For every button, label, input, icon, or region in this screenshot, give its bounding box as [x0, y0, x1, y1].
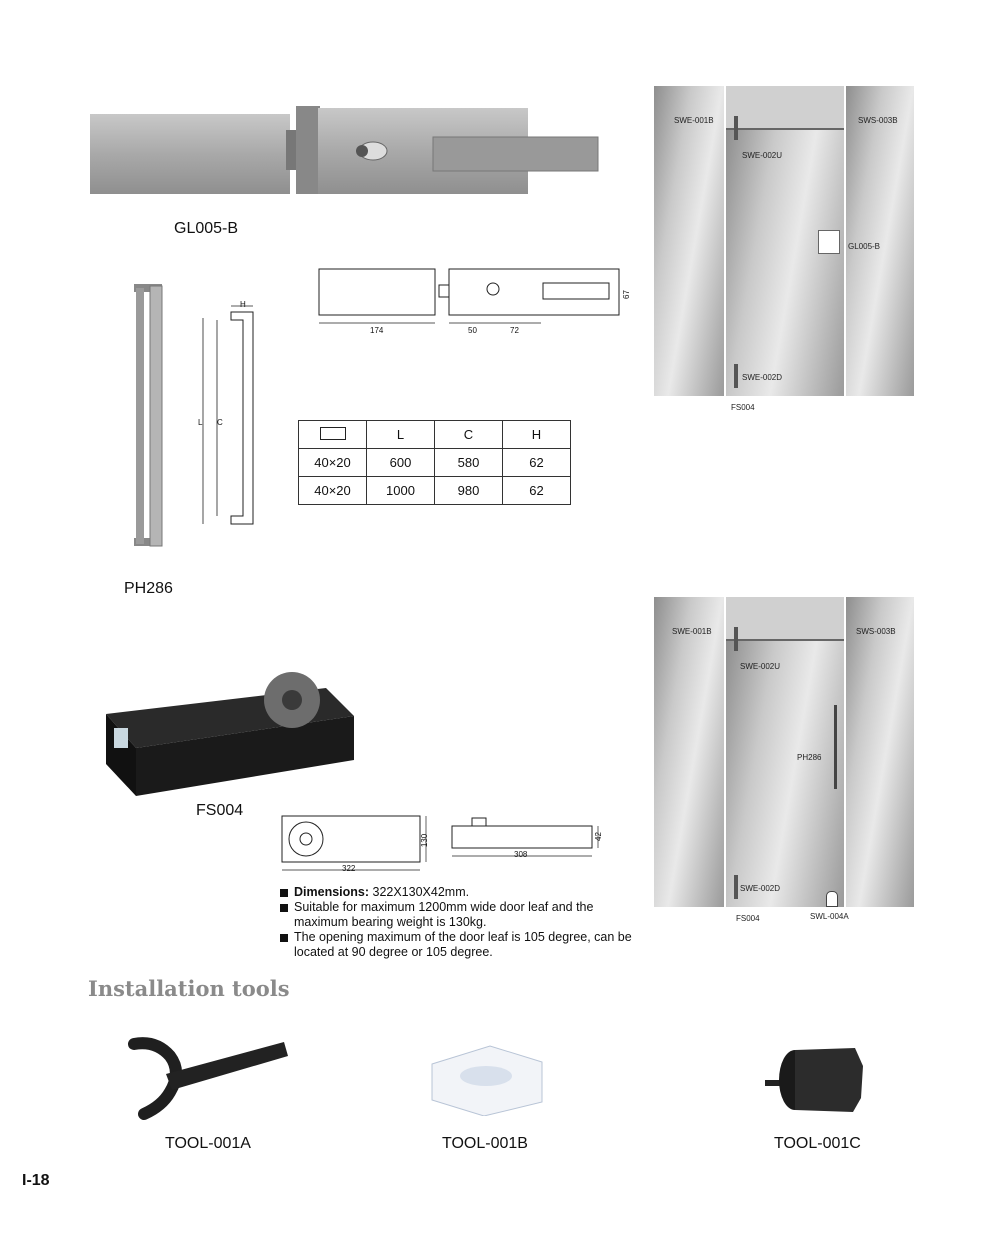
- table-header-row: [299, 421, 571, 449]
- plastic-block-photo: [430, 1044, 545, 1116]
- fs-dim-width: 130: [420, 833, 430, 848]
- label-swe001b: SWE-001B: [672, 627, 712, 636]
- label-gl005b: GL005-B: [848, 242, 881, 251]
- floor-spring-caption: FS004: [196, 802, 244, 819]
- door-diagram-1: [654, 86, 914, 396]
- fs-dim-length: 322: [342, 864, 356, 873]
- tool-caption-a: TOOL-001A: [165, 1135, 251, 1152]
- table-cell: 40×20: [299, 477, 367, 505]
- lock-dim-width: 174: [370, 326, 384, 335]
- label-swe002d: SWE-002D: [742, 373, 783, 382]
- table-row: [299, 449, 571, 477]
- glass-lock-photo: [90, 100, 610, 200]
- bullet-capacity: Suitable for maximum 1200mm wide door leaf and the maximum bearing weight is 130kg.: [280, 900, 640, 930]
- label-sws003b: SWS-003B: [856, 627, 896, 636]
- label-swe001b: SWE-001B: [674, 116, 714, 125]
- floor-spring-drawing: [280, 812, 620, 882]
- lock-dim-d1: 50: [468, 326, 477, 335]
- table-row: [299, 477, 571, 505]
- table-cell: 600: [367, 449, 435, 477]
- profile-icon: [299, 421, 367, 449]
- bullet-dimensions: [280, 885, 640, 900]
- fs-dim-side-length: 308: [514, 850, 528, 859]
- table-cell: 40×20: [299, 449, 367, 477]
- label-swe002d: SWE-002D: [740, 884, 781, 893]
- handle-dim-l: L: [198, 418, 203, 427]
- fs-dim-height: 42: [593, 832, 603, 841]
- table-header: C: [435, 421, 503, 449]
- handle-caption: PH286: [124, 580, 173, 597]
- label-fs004: FS004: [736, 914, 760, 923]
- pull-handle-photo: [130, 282, 166, 550]
- lock-caption: GL005-B: [174, 220, 239, 237]
- label-fs004: FS004: [731, 403, 755, 412]
- lock-dim-d2: 72: [510, 326, 519, 335]
- bullet-opening: The opening maximum of the door leaf is 105 degree, can be located at 90 degree or 105 degree.: [280, 930, 640, 960]
- label-sws003b: SWS-003B: [858, 116, 898, 125]
- handle-dim-h: H: [240, 300, 246, 309]
- table-header: H: [503, 421, 571, 449]
- handle-spec-table: [298, 420, 571, 505]
- lock-dim-height: 67: [621, 290, 631, 299]
- door-diagram-2: [654, 597, 914, 907]
- dimensions-label: Dimensions:: [294, 885, 370, 899]
- floor-spring-specs: [280, 885, 640, 960]
- table-cell: 62: [503, 477, 571, 505]
- table-cell: 1000: [367, 477, 435, 505]
- section-title: Installation tools: [88, 976, 290, 1001]
- label-swe002u: SWE-002U: [740, 662, 781, 671]
- table-cell: 580: [435, 449, 503, 477]
- tool-caption-b: TOOL-001B: [442, 1135, 528, 1152]
- page-number: I-18: [22, 1172, 50, 1189]
- tool-caption-c: TOOL-001C: [774, 1135, 861, 1152]
- label-ph286: PH286: [797, 753, 822, 762]
- hex-socket-photo: [765, 1040, 865, 1116]
- floor-spring-photo: [96, 668, 358, 798]
- handle-drawing: [195, 300, 265, 530]
- label-swl004a: SWL-004A: [810, 912, 849, 921]
- table-header: L: [367, 421, 435, 449]
- table-cell: 980: [435, 477, 503, 505]
- table-cell: 62: [503, 449, 571, 477]
- spanner-wrench-photo: [126, 1030, 288, 1130]
- label-swe002u: SWE-002U: [742, 151, 783, 160]
- dimensions-value: 322X130X42mm.: [369, 885, 470, 899]
- handle-dim-c: C: [217, 418, 223, 427]
